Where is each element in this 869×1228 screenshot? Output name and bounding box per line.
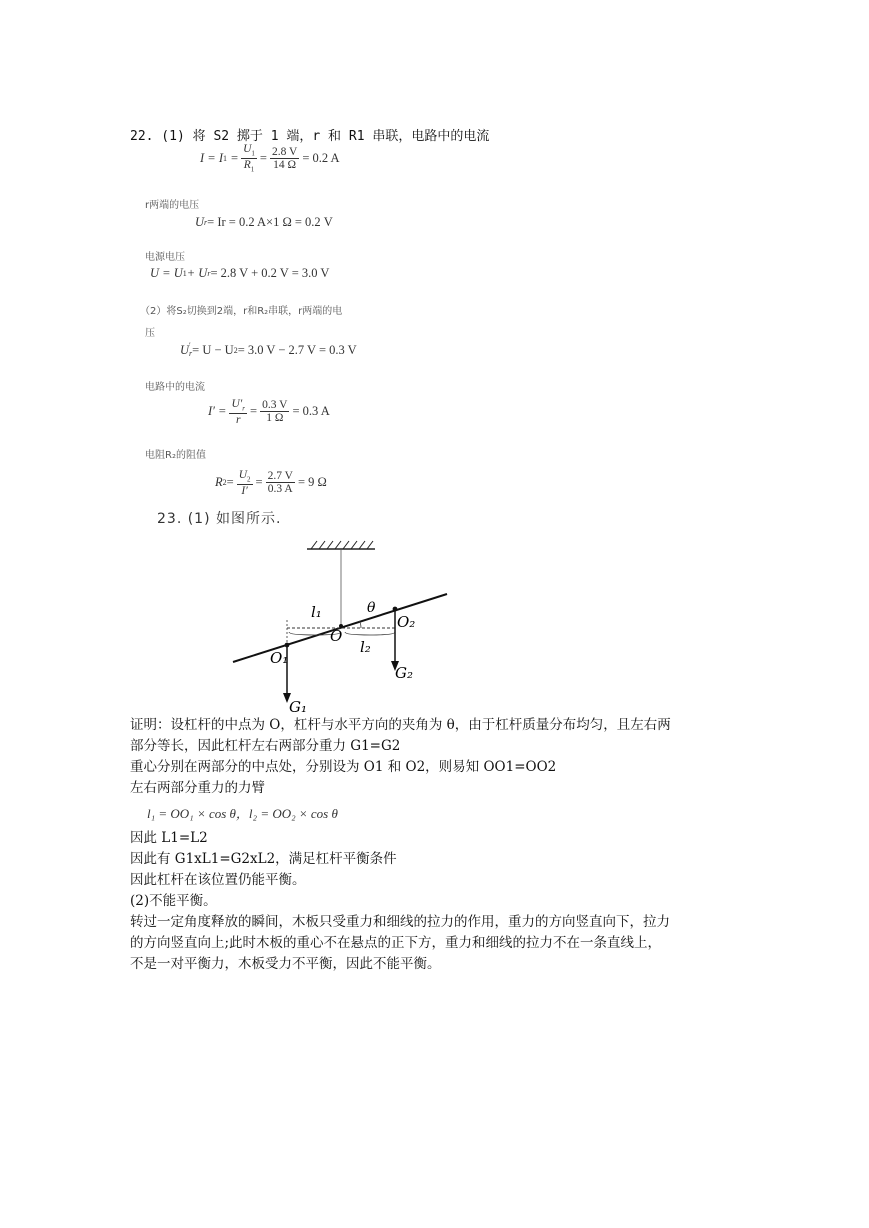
frac-num: U′ <box>231 398 243 410</box>
frac-num: U <box>238 469 248 481</box>
eq-sign: = <box>259 150 267 165</box>
line-l1-equals-l2: 因此 L1=L2 <box>130 830 208 846</box>
proof-line-3: 重心分别在两部分的中点处，分别设为 O1 和 O2，则易知 OO1=OO2 <box>130 759 557 775</box>
eq-term: U <box>180 342 190 357</box>
fraction-values <box>260 399 289 424</box>
label-o2: O₂ <box>397 613 416 631</box>
label-o: O <box>330 627 343 645</box>
fraction-ur-r <box>229 398 247 426</box>
fraction-values <box>270 146 299 171</box>
frac-den: 1 Ω <box>266 412 284 425</box>
eq-term: U = U <box>150 266 183 280</box>
frac-den-sub: 1 <box>250 164 255 173</box>
label-theta: θ <box>367 600 376 616</box>
q22-eq-u <box>150 266 329 281</box>
line-still-balanced: 因此杠杆在该位置仍能平衡。 <box>130 872 306 888</box>
q22-part1-text: 22. (1) 将 S2 掷于 1 端，r 和 R1 串联，电路中的电流 <box>130 129 490 144</box>
eq-sub: 1 <box>223 153 228 163</box>
eq-rest: = 2.8 V + 0.2 V = 3.0 V <box>210 266 330 280</box>
label-o1: O₁ <box>270 649 289 667</box>
eq-sub: r <box>189 349 193 358</box>
eq-rest: = 3.0 V − 2.7 V = 0.3 V <box>237 342 357 357</box>
eq-result: = 9 Ω <box>297 475 327 490</box>
frac-den: 14 Ω <box>273 158 297 171</box>
q23-part2-heading: (2)不能平衡。 <box>130 893 217 909</box>
eq-result: = 0.2 A <box>302 150 340 165</box>
eq-sub: 2 <box>222 478 227 488</box>
eq-sign: = <box>250 404 258 419</box>
q22-eq-ur <box>195 215 333 230</box>
fraction-values <box>266 470 295 495</box>
lever-diagram <box>225 535 465 715</box>
q22-eq-i-prime <box>208 398 330 426</box>
frac-num: 2.8 V <box>271 145 298 158</box>
eq-term: R <box>215 475 223 490</box>
frac-num: U <box>243 143 252 155</box>
label-l1: l₁ <box>311 603 322 621</box>
frac-den: I′ <box>241 484 248 497</box>
eq-sup: ′ <box>189 341 191 350</box>
bracket-l2 <box>345 632 395 635</box>
q22-eq-r2 <box>215 469 327 497</box>
eq-sign: = <box>231 150 239 165</box>
q22-eq-ur-prime <box>180 342 357 358</box>
proof-line-4: 左右两部分重力的力臂 <box>130 780 265 796</box>
proof-line-1: 证明：设杠杆的中点为 O，杠杆与水平方向的夹角为 θ，由于杠杆质量分布均匀，且左右两 <box>130 717 671 733</box>
frac-num: 2.7 V <box>267 470 293 483</box>
ceiling-hatch <box>311 541 373 549</box>
eq-sub: 2 <box>233 345 238 355</box>
eq-sub: r <box>204 218 208 227</box>
label-source-voltage: 电源电压 <box>145 252 185 263</box>
eq-rest: = Ir = 0.2 A×1 Ω = 0.2 V <box>207 215 333 229</box>
frac-num-sub: 2 <box>247 475 251 484</box>
frac-den: R <box>243 158 251 171</box>
label-circuit-current: 电路中的电流 <box>145 382 205 393</box>
label-r-voltage: r两端的电压 <box>145 200 200 211</box>
eq-term: I = I <box>200 150 224 165</box>
frac-num-sub: 1 <box>251 149 255 158</box>
label-r2-resistance: 电阻R₂的阻值 <box>145 450 206 461</box>
fraction-u1-r1 <box>241 143 257 173</box>
label-g2: G₂ <box>395 664 413 682</box>
frac-den: r <box>236 413 241 426</box>
eq-term: I′ = <box>208 404 227 419</box>
eq-sign: = <box>255 475 263 490</box>
q23-part2-line1: 转过一定角度释放的瞬间，木板只受重力和细线的拉力的作用，重力的方向竖直向下，拉力 <box>130 914 670 930</box>
line-balance-condition: 因此有 G1xL1=G2xL2，满足杠杆平衡条件 <box>130 851 397 867</box>
eq-term: U <box>195 215 205 229</box>
q22-part2-line2: 压 <box>145 328 155 339</box>
q23-heading: 23. (1) 如图所示. <box>157 511 282 527</box>
label-g1: G₁ <box>289 698 307 715</box>
arm-equation: l₁ = OO₁ × cos θ，l₂ = OO₂ × cos θ <box>147 806 338 821</box>
q22-eq-current <box>200 143 340 173</box>
frac-den: 0.3 A <box>267 483 293 496</box>
proof-line-2: 部分等长，因此杠杆左右两部分重力 G1=G2 <box>130 738 401 754</box>
fraction-u2-i <box>237 469 253 497</box>
q23-part2-line3: 不是一对平衡力，木板受力不平衡，因此不能平衡。 <box>130 956 441 972</box>
eq-result: = 0.3 A <box>292 404 330 419</box>
frac-num-sub: r <box>242 404 246 413</box>
eq-term: + U <box>186 266 208 280</box>
label-l2: l₂ <box>360 638 371 656</box>
q22-part2-line1: （2）将S₂切换到2端，r和R₂串联，r两端的电 <box>140 306 343 317</box>
eq-sign: = <box>226 475 234 490</box>
q23-part2-line2: 的方向竖直向上;此时木板的重心不在悬点的正下方，重力和细线的拉力不在一条直线上， <box>130 935 662 951</box>
eq-rest: = U − U <box>192 342 234 357</box>
frac-num: 0.3 V <box>262 399 288 412</box>
eq-sub: 1 <box>182 269 187 278</box>
eq-sub: r <box>207 269 211 278</box>
